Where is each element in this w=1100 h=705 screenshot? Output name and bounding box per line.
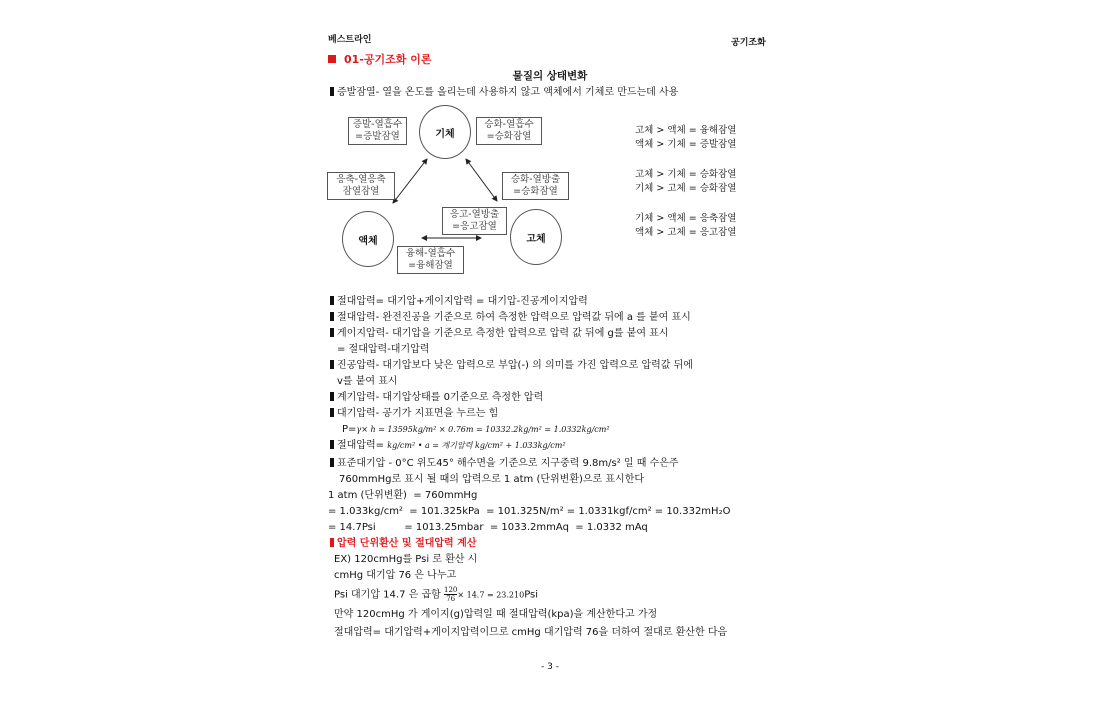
conversion-1: 1 atm (단위변환) = 760mmHg <box>328 490 478 501</box>
box-melting: 융해-열흡수 =융해잠열 <box>397 246 464 274</box>
fraction: $\frac{120}{76}$ <box>443 586 458 603</box>
calc-final: 절대압력= 대기압력+게이지압력이므로 cmHg 대기압력 76을 더하여 절대로 환산한 다음 <box>334 627 728 638</box>
line-vacuum-cont: v를 붙여 표시 <box>337 376 398 387</box>
transition-2: 액체 > 기체 = 증발잠열 <box>635 139 737 150</box>
formula-absolute: 절대압력= kg/cm² • a = 계기압력 kg/cm² + 1.033kg/cm² <box>330 439 566 452</box>
header-right: 공기조화 <box>731 38 766 48</box>
calc-assume: 만약 120cmHg 가 게이지(g)압력일 때 절대압력(kpa)을 계산한다고 가정 <box>334 609 658 620</box>
line-absolute-def: 절대압력- 완전진공을 기준으로 하여 측정한 압력으로 압력값 뒤에 a 를 붙여 표시 <box>330 311 691 324</box>
transition-1: 고체 > 액체 = 융해잠열 <box>635 125 737 136</box>
box-condensation: 응축-열응축 잠열잠열 <box>327 172 395 200</box>
subtitle: 물질의 상태변화 <box>512 70 588 82</box>
transition-4: 기체 > 고체 = 승화잠열 <box>635 183 737 194</box>
formula-p: P=γ× h = 13595kg/m² × 0.76m = 10332.2kg/m² = 1.0332kg/cm² <box>342 424 610 435</box>
box-sublimation-release: 승화-열방출 =승화잠열 <box>502 172 569 200</box>
box-solidification: 응고-열방출 =응고잠열 <box>442 207 507 235</box>
conversion-3: = 14.7Psi = 1013.25mbar = 1033.2mmAq = 1.0332 mAq <box>328 522 648 533</box>
arrow-gas-liquid <box>393 159 427 203</box>
line-atmospheric: 대기압력- 공기가 지표면을 누르는 힘 <box>330 407 498 420</box>
line-gauge-meter: 계기압력- 대기압상태를 0기준으로 측정한 압력 <box>330 391 543 404</box>
box-sublimation-absorb: 승화-열흡수 =승화잠열 <box>476 117 542 145</box>
line-gauge-def: 게이지압력- 대기압을 기준으로 측정한 압력으로 압력 값 뒤에 g를 붙여 표시 <box>330 327 669 340</box>
line-absolute-pressure: 절대압력= 대기압+게이지압력 = 대기압-진공게이지압력 <box>330 295 588 308</box>
solid-circle: 고체 <box>510 209 562 265</box>
arrow-gas-solid <box>466 159 497 201</box>
intro-line: 증발잠열- 열을 온도를 올리는데 사용하지 않고 액체에서 기체로 만드는데 사용 <box>330 86 678 99</box>
page-number: - 3 - <box>541 662 559 672</box>
calc-step2: Psi 대기압 14.7 은 곱함 $\frac{120}{76}$ × 14.7 = 23.210Psi <box>334 586 539 603</box>
conversion-2: = 1.033kg/cm² = 101.325kPa = 101.325N/m² = 1.0331kgf/cm² = 10.332mH₂O <box>328 506 731 517</box>
liquid-circle: 액체 <box>342 211 394 267</box>
transition-5: 기체 > 액체 = 응축잠열 <box>635 213 737 224</box>
box-evaporation: 증발-열흡수 =증발잠열 <box>348 117 407 145</box>
header-left: 베스트라인 <box>328 35 372 45</box>
calc-title: 압력 단위환산 및 절대압력 계산 <box>330 537 477 550</box>
standard-atm-2: 760mmHg로 표시 될 때의 압력으로 1 atm (단위변환)으로 표시한다 <box>339 474 645 485</box>
line-vacuum-def: 진공압력- 대기압보다 낮은 압력으로 부압(-) 의 의미를 가진 압력으로 압력값 뒤에 <box>330 359 693 372</box>
calc-example: EX) 120cmHg를 Psi 로 환산 시 <box>334 554 478 565</box>
transition-6: 액체 > 고체 = 응고잠열 <box>635 227 737 238</box>
line-gauge-eq: = 절대압력-대기압력 <box>337 344 430 355</box>
calc-step1: cmHg 대기압 76 은 나누고 <box>334 570 457 581</box>
transition-3: 고체 > 기체 = 승화잠열 <box>635 169 737 180</box>
standard-atm-1: 표준대기압 - 0°C 위도45° 해수면을 기준으로 지구중력 9.8m/s² 일 때 수은주 <box>330 457 679 470</box>
section-title-text: 01-공기조화 이론 <box>344 53 432 66</box>
gas-circle: 기체 <box>419 105 471 159</box>
